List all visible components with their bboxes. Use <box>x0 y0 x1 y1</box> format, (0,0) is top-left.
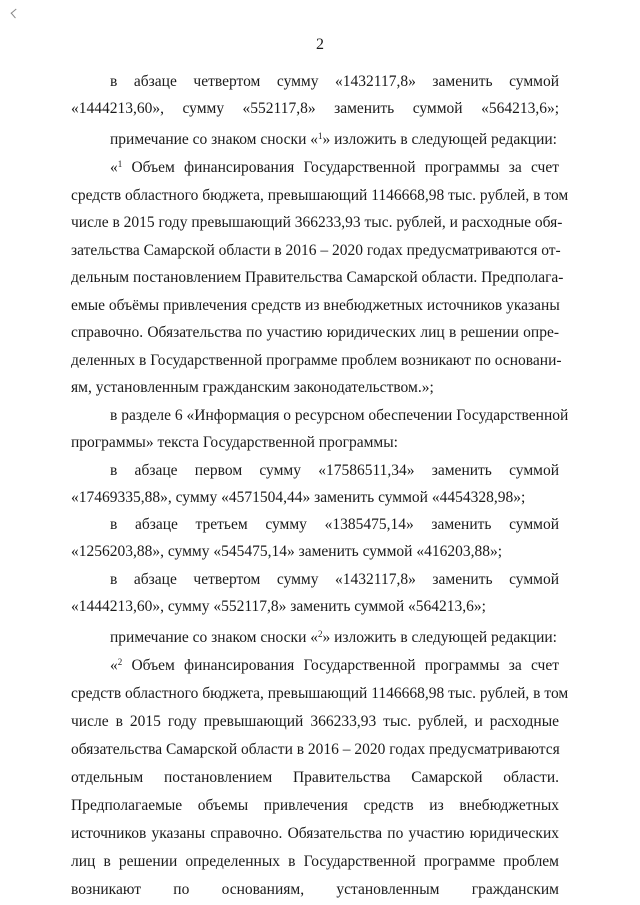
page-number: 2 <box>316 36 324 53</box>
text-line: числе в 2015 году превышающий 366233,93 тыс. рублей, и расходные обя- <box>71 214 563 231</box>
footnote-marker: 2 <box>117 657 123 667</box>
text-line: средств областного бюджета, превышающий 1146668,98 тыс. рублей, в том <box>71 187 569 204</box>
text-line: источников указаны справочно. Обязательства по участию юридических <box>71 825 559 842</box>
text-line: ям, установленным гражданским законодательством.»; <box>71 379 434 396</box>
text-line: примечание со знаком сноски «$^2$» изложить в следующей редакции: <box>110 629 557 646</box>
text-line: «1444213,60», сумму «552117,8» заменить суммой «564213,6»; <box>71 598 486 615</box>
text-line: деленных в Государственной программе проблем возникают по основани- <box>71 352 562 369</box>
text-line: возникают по основаниям, установленным гражданским <box>71 881 559 898</box>
text-line: зательства Самарской области в 2016 – 2020 годах предусматриваются от- <box>71 242 561 259</box>
text-line: обязательства Самарской области в 2016 – 2020 годах предусматриваются <box>71 741 560 758</box>
footnote-marker: 1 <box>318 131 323 141</box>
text-line: примечание со знаком сноски «$^1$» изложить в следующей редакции: <box>110 131 557 148</box>
footnote-marker: 1 <box>117 159 123 169</box>
text-line: Предполагаемые объемы привлечения средств из внебюджетных <box>71 797 559 814</box>
footnote-marker: 2 <box>318 629 323 639</box>
text-line: «17469335,88», сумму «4571504,44» заменить суммой «4454328,98»; <box>71 489 526 506</box>
text-line: емые объёмы привлечения средств из внебюджетных источников указаны <box>71 297 560 314</box>
text-line: дельным постановлением Правительства Самарской области. Предполага- <box>71 269 564 286</box>
text-line: в разделе 6 «Информация о ресурсном обеспечении Государственной <box>110 407 569 424</box>
text-line: лиц в решении определенных в Государственной программе проблем <box>71 853 559 870</box>
text-line: в абзаце первом сумму «17586511,34» заменить суммой <box>110 462 559 479</box>
text-line: в абзаце третьем сумму «1385475,14» заменить суммой <box>110 516 559 533</box>
text-line: программы» текста Государственной программы: <box>71 434 398 451</box>
text-line: «$^2$ Объем финансирования Государственной программы за счет <box>110 657 559 674</box>
text-line: справочно. Обязательства по участию юридических лиц в решении опре- <box>71 324 559 341</box>
text-line: в абзаце четвертом сумму «1432117,8» заменить суммой <box>110 571 559 588</box>
text-line: числе в 2015 году превышающий 366233,93 тыс. рублей, и расходные <box>71 713 559 730</box>
text-line: средств областного бюджета, превышающий 1146668,98 тыс. рублей, в том <box>71 685 569 702</box>
text-line: «1256203,88», сумму «545475,14» заменить суммой «416203,88»; <box>71 543 503 560</box>
text-line: «$^1$ Объем финансирования Государственной программы за счет <box>110 159 559 176</box>
text-line: отдельным постановлением Правительства Самарской области. <box>71 769 559 786</box>
text-line: в абзаце четвертом сумму «1432117,8» заменить суммой <box>110 73 559 90</box>
scan-artifact-mark <box>11 9 21 19</box>
text-line: «1444213,60», сумму «552117,8» заменить суммой «564213,6»; <box>71 100 559 117</box>
